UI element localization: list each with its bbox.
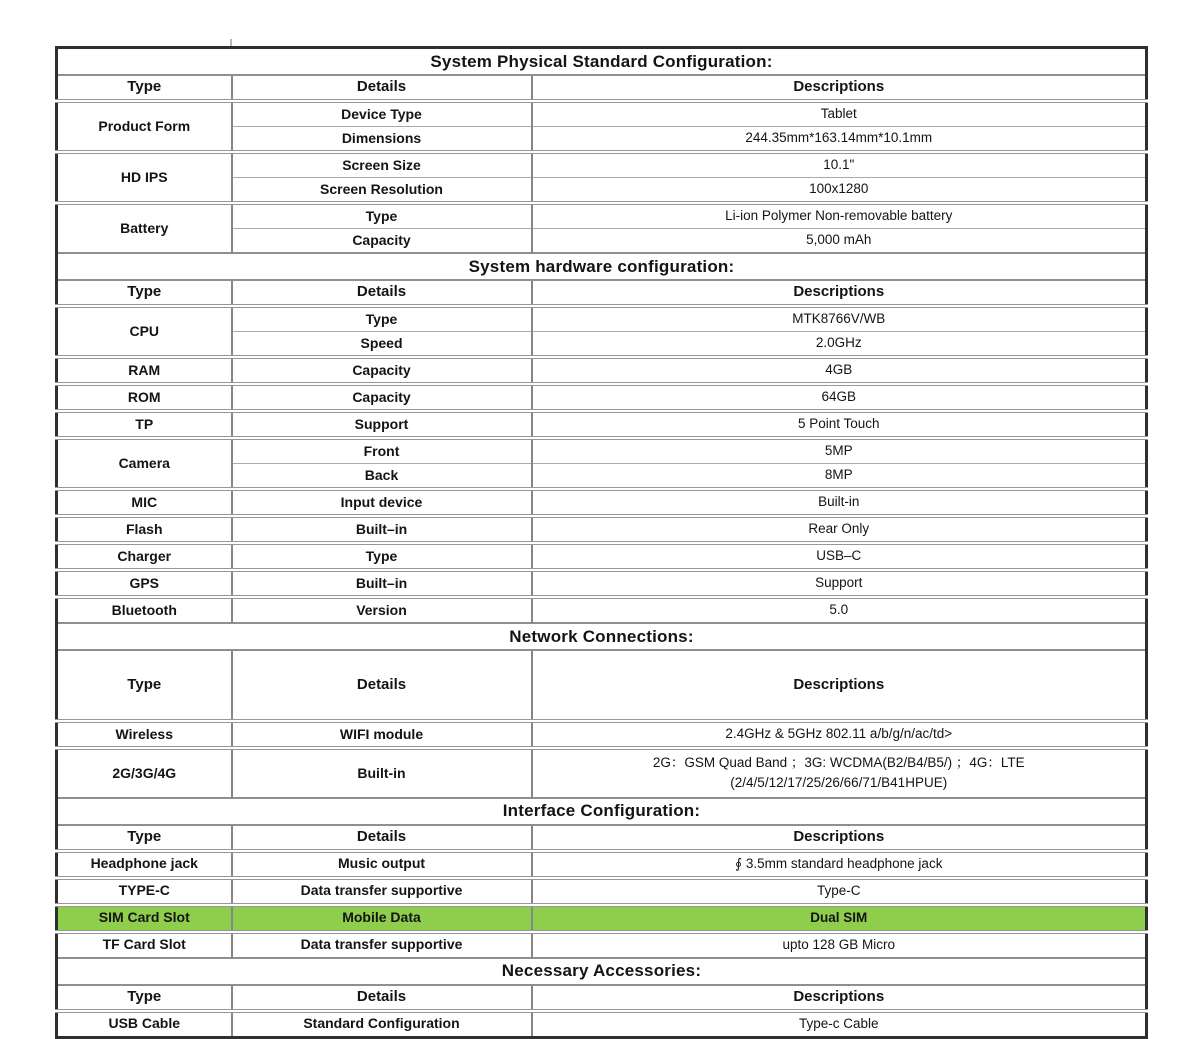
table-row <box>57 851 1147 878</box>
details-cell: Support <box>232 411 532 438</box>
desc-cell: Support <box>532 570 1147 597</box>
type-cell: Product Form <box>57 101 232 152</box>
details-cell: Built-in <box>232 748 532 798</box>
details-cell: Screen Size <box>232 152 532 178</box>
table-row <box>57 721 1147 748</box>
desc-cell: 5.0 <box>532 597 1147 623</box>
type-cell: Battery <box>57 203 232 253</box>
header-row <box>57 75 1147 101</box>
table-row <box>57 438 1147 464</box>
type-cell: Bluetooth <box>57 597 232 623</box>
section-title: Necessary Accessories: <box>57 958 1147 985</box>
type-cell: GPS <box>57 570 232 597</box>
header-row <box>57 280 1147 306</box>
header-details: Details <box>232 280 532 306</box>
desc-cell: ∮ 3.5mm standard headphone jack <box>532 851 1147 878</box>
header-row <box>57 650 1147 721</box>
header-details: Details <box>232 650 532 721</box>
table-row <box>57 411 1147 438</box>
desc-cell: 5MP <box>532 438 1147 464</box>
details-cell: Capacity <box>232 357 532 384</box>
table-row <box>57 597 1147 623</box>
header-type: Type <box>57 825 232 851</box>
table-row <box>57 932 1147 958</box>
type-cell: TP <box>57 411 232 438</box>
details-cell: Capacity <box>232 229 532 254</box>
type-cell: Charger <box>57 543 232 570</box>
header-details: Details <box>232 75 532 101</box>
desc-cell: Type-c Cable <box>532 1011 1147 1038</box>
header-type: Type <box>57 985 232 1011</box>
type-cell: CPU <box>57 306 232 357</box>
type-cell: Wireless <box>57 721 232 748</box>
header-descriptions: Descriptions <box>532 280 1147 306</box>
section-title: Interface Configuration: <box>57 798 1147 825</box>
type-cell: RAM <box>57 357 232 384</box>
details-cell: Data transfer supportive <box>232 878 532 905</box>
details-cell: Data transfer supportive <box>232 932 532 958</box>
details-cell: Type <box>232 203 532 229</box>
type-cell: TF Card Slot <box>57 932 232 958</box>
header-descriptions: Descriptions <box>532 825 1147 851</box>
header-details: Details <box>232 985 532 1011</box>
table-row <box>57 543 1147 570</box>
details-cell: Input device <box>232 489 532 516</box>
header-row <box>57 985 1147 1011</box>
desc-cell: 2.0GHz <box>532 332 1147 358</box>
table-row <box>57 570 1147 597</box>
section-title: System Physical Standard Configuration: <box>57 48 1147 76</box>
scan-artifact-mark <box>230 39 232 46</box>
details-cell: Version <box>232 597 532 623</box>
type-cell: Headphone jack <box>57 851 232 878</box>
type-cell: Flash <box>57 516 232 543</box>
table-row <box>57 357 1147 384</box>
section-title-row <box>57 253 1147 280</box>
table-row <box>57 878 1147 905</box>
desc-cell: 8MP <box>532 464 1147 490</box>
section-title-row <box>57 48 1147 76</box>
details-cell: Front <box>232 438 532 464</box>
table-row <box>57 152 1147 178</box>
desc-cell: 5,000 mAh <box>532 229 1147 254</box>
spec-table <box>55 46 1148 1039</box>
desc-cell: MTK8766V/WB <box>532 306 1147 332</box>
desc-line-1: 2G：GSM Quad Band ；3G: WCDMA(B2/B4/B5/) ；4G：LTE <box>652 755 1025 770</box>
type-cell: Camera <box>57 438 232 489</box>
desc-cell: 100x1280 <box>532 178 1147 204</box>
desc-cell: Li-ion Polymer Non-removable battery <box>532 203 1147 229</box>
type-cell: SIM Card Slot <box>57 905 232 932</box>
desc-cell <box>532 748 1147 798</box>
details-cell: Capacity <box>232 384 532 411</box>
header-descriptions: Descriptions <box>532 650 1147 721</box>
table-row <box>57 384 1147 411</box>
details-cell: Speed <box>232 332 532 358</box>
details-cell: Built–in <box>232 570 532 597</box>
section-title: System hardware configuration: <box>57 253 1147 280</box>
type-cell: HD IPS <box>57 152 232 203</box>
details-cell: Back <box>232 464 532 490</box>
table-row <box>57 1011 1147 1038</box>
table-row <box>57 306 1147 332</box>
desc-cell: upto 128 GB Micro <box>532 932 1147 958</box>
type-cell: USB Cable <box>57 1011 232 1038</box>
table-row <box>57 101 1147 127</box>
desc-cell: 4GB <box>532 357 1147 384</box>
header-details: Details <box>232 825 532 851</box>
details-cell: Built–in <box>232 516 532 543</box>
desc-cell: 244.35mm*163.14mm*10.1mm <box>532 127 1147 153</box>
section-title-row <box>57 958 1147 985</box>
table-row <box>57 489 1147 516</box>
details-cell: Device Type <box>232 101 532 127</box>
desc-cell: 10.1" <box>532 152 1147 178</box>
desc-cell: Dual SIM <box>532 905 1147 932</box>
highlight-row <box>57 905 1147 932</box>
table-row <box>57 203 1147 229</box>
details-cell: Music output <box>232 851 532 878</box>
table-row <box>57 516 1147 543</box>
header-type: Type <box>57 650 232 721</box>
details-cell: Standard Configuration <box>232 1011 532 1038</box>
details-cell: Mobile Data <box>232 905 532 932</box>
desc-cell: USB–C <box>532 543 1147 570</box>
desc-cell: 64GB <box>532 384 1147 411</box>
type-cell: ROM <box>57 384 232 411</box>
details-cell: Type <box>232 306 532 332</box>
desc-cell: Type-C <box>532 878 1147 905</box>
type-cell: MIC <box>57 489 232 516</box>
table-row <box>57 748 1147 798</box>
desc-cell: 5 Point Touch <box>532 411 1147 438</box>
section-title-row <box>57 623 1147 650</box>
details-cell: Dimensions <box>232 127 532 153</box>
header-row <box>57 825 1147 851</box>
details-cell: Type <box>232 543 532 570</box>
header-descriptions: Descriptions <box>532 75 1147 101</box>
type-cell: TYPE-C <box>57 878 232 905</box>
header-descriptions: Descriptions <box>532 985 1147 1011</box>
desc-line-2: (2/4/5/12/17/25/26/66/71/B41HPUE) <box>730 775 948 791</box>
header-type: Type <box>57 75 232 101</box>
section-title-row <box>57 798 1147 825</box>
desc-cell: Tablet <box>532 101 1147 127</box>
desc-cell: 2.4GHz & 5GHz 802.11 a/b/g/n/ac/td> <box>532 721 1147 748</box>
details-cell: WIFI module <box>232 721 532 748</box>
section-title: Network Connections: <box>57 623 1147 650</box>
header-type: Type <box>57 280 232 306</box>
details-cell: Screen Resolution <box>232 178 532 204</box>
desc-cell: Rear Only <box>532 516 1147 543</box>
desc-cell: Built-in <box>532 489 1147 516</box>
type-cell: 2G/3G/4G <box>57 748 232 798</box>
